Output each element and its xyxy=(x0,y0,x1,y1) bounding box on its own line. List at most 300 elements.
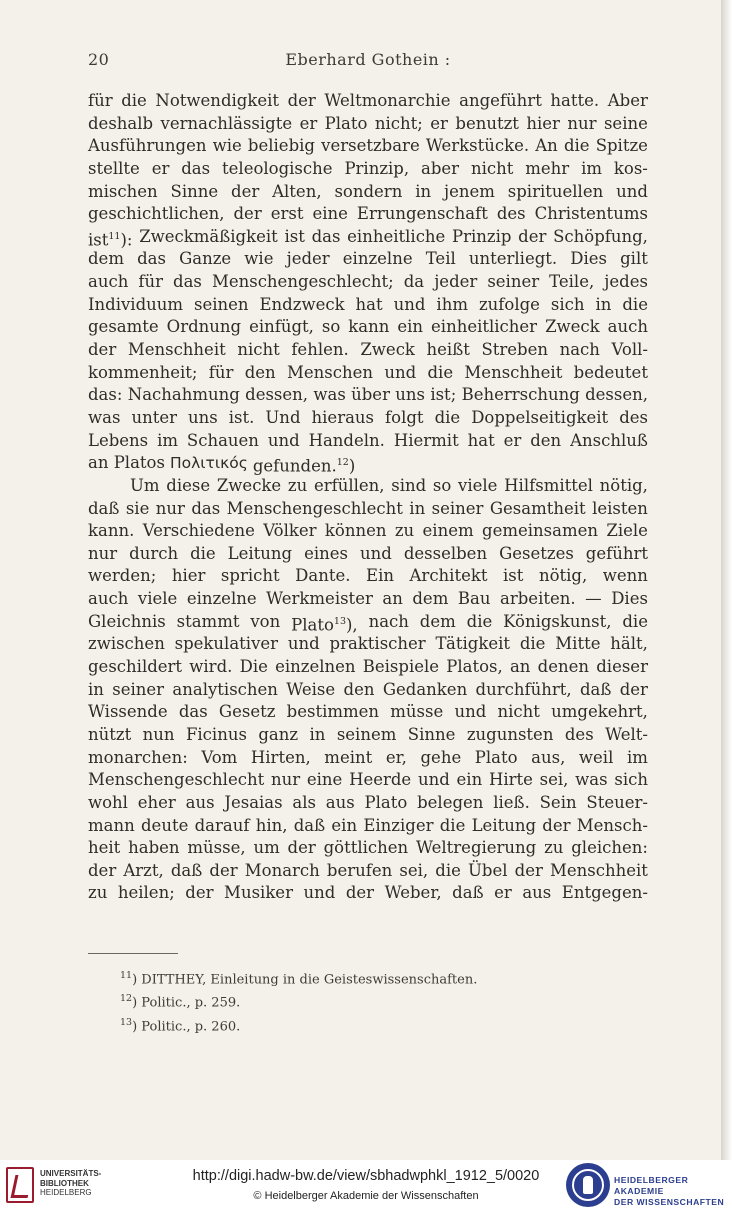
word: was xyxy=(313,385,346,405)
word: deshalb xyxy=(88,113,154,133)
word: deute xyxy=(141,815,189,835)
word: An xyxy=(535,136,558,156)
word: Werkstücke. xyxy=(425,136,530,156)
word: Welt- xyxy=(605,724,648,744)
word: zugunsten xyxy=(466,724,554,744)
word: heit xyxy=(88,838,121,858)
word: und xyxy=(384,362,417,382)
word: Voll- xyxy=(611,340,648,360)
word: Individuum xyxy=(88,294,184,314)
text-line xyxy=(88,316,648,339)
word: mann xyxy=(88,815,135,835)
word: Vom xyxy=(201,747,238,767)
footnote-divider xyxy=(88,953,178,954)
word: bedeutet xyxy=(573,362,648,382)
word: Dies xyxy=(611,589,648,609)
word: der xyxy=(88,340,117,360)
word: Musiker xyxy=(224,883,293,903)
academy-name[interactable]: HEIDELBERGER AKADEMIE DER WISSENSCHAFTEN xyxy=(614,1175,725,1207)
word: an xyxy=(382,589,403,609)
word: ihm xyxy=(436,294,468,314)
word: ist xyxy=(284,226,305,246)
word: versetzbare xyxy=(321,136,420,156)
word: wohl xyxy=(88,792,128,812)
word: benutzt xyxy=(455,113,519,133)
word: hin, xyxy=(255,815,288,835)
text-line xyxy=(88,747,648,770)
word: hat xyxy=(467,430,495,450)
word: eines xyxy=(304,543,349,563)
word: seine xyxy=(603,113,648,133)
word: Spitze xyxy=(595,136,648,156)
footnote-ref: 13 xyxy=(333,615,346,627)
word: ganz xyxy=(258,724,299,744)
word: Steuer- xyxy=(586,792,648,812)
word: zu xyxy=(88,883,108,903)
word: aus xyxy=(522,883,552,903)
word: hier xyxy=(526,113,560,133)
word: einzelne xyxy=(342,249,413,269)
word: sich xyxy=(614,770,648,790)
word: hier xyxy=(171,566,206,586)
word: gemeinsamen xyxy=(482,521,598,541)
text-line xyxy=(88,633,648,656)
word: hatte. xyxy=(550,91,600,110)
word: im xyxy=(626,747,648,767)
text-line xyxy=(88,90,648,113)
word: dessen, xyxy=(245,385,309,405)
word: Sinne xyxy=(407,724,456,744)
word: Leitung xyxy=(471,815,537,835)
word: der xyxy=(619,679,648,699)
word: Ziele xyxy=(606,521,648,541)
text-line xyxy=(88,520,648,543)
word: er xyxy=(151,158,170,178)
text-line xyxy=(88,498,648,521)
text-line xyxy=(88,543,648,566)
word: an xyxy=(509,657,531,677)
word: monarchen: xyxy=(88,747,188,767)
word: umgekehrt, xyxy=(551,702,648,722)
word: uns xyxy=(395,385,425,405)
word: seiner xyxy=(431,498,484,518)
word: einfügt, xyxy=(249,317,314,337)
word: werden; xyxy=(88,566,157,586)
word: Gesetz xyxy=(218,702,276,722)
word: Handeln. xyxy=(308,430,385,450)
word: geführt xyxy=(585,543,648,563)
word: und xyxy=(454,702,487,722)
footnotes xyxy=(120,966,640,1036)
word: seinen xyxy=(194,294,249,314)
word: Ordnung xyxy=(166,317,242,337)
word: der xyxy=(542,815,571,835)
word: des xyxy=(619,407,648,427)
word: das xyxy=(173,272,202,292)
word: durch xyxy=(129,543,179,563)
word: Monarch xyxy=(244,860,320,880)
word: Hilfsmittel xyxy=(504,475,593,495)
word: stellte xyxy=(88,158,140,178)
page-number: 20 xyxy=(88,50,110,69)
word: nicht xyxy=(237,340,280,360)
word: der xyxy=(231,181,260,201)
word: spricht xyxy=(220,566,280,586)
word: teleologische xyxy=(222,158,333,178)
word: jenem xyxy=(443,181,495,201)
word: können xyxy=(324,521,387,541)
word: daß xyxy=(88,498,120,518)
word: die xyxy=(439,815,466,835)
word: als xyxy=(292,792,316,812)
word: nicht; xyxy=(374,113,423,133)
word: Teile, xyxy=(549,272,595,292)
word: Beherrschung xyxy=(461,385,580,405)
word: und xyxy=(360,543,392,563)
word: im xyxy=(157,430,178,450)
text-line xyxy=(88,362,648,385)
text-line xyxy=(88,113,648,136)
text-line xyxy=(88,384,648,407)
word: Weltmonarchie xyxy=(324,91,451,110)
body-text xyxy=(88,90,648,905)
word: Menschengeschlecht xyxy=(226,498,403,518)
text-line xyxy=(88,430,648,453)
word: in xyxy=(595,294,612,314)
word: wird. xyxy=(189,657,233,677)
word: dem xyxy=(419,611,456,631)
text-line xyxy=(88,792,648,815)
word: ein xyxy=(331,815,358,835)
word: jeder xyxy=(286,249,330,269)
word: spekulativer xyxy=(174,634,279,654)
word: und xyxy=(616,181,648,201)
word: unter xyxy=(131,407,177,427)
word: wenn xyxy=(602,566,648,586)
word: sei, xyxy=(539,770,569,790)
word: sondern xyxy=(334,181,403,201)
word: Zweck xyxy=(360,340,415,360)
word: in xyxy=(415,181,432,201)
university-library-name[interactable]: UNIVERSITÄTS- BIBLIOTHEK HEIDELBERG xyxy=(40,1169,102,1197)
word: eher xyxy=(137,792,176,812)
word: Tätigkeit xyxy=(435,634,511,654)
word: Plato$^{13}$), xyxy=(291,615,358,635)
word: geschildert xyxy=(88,657,183,677)
word: über xyxy=(351,385,390,405)
word: zufolge xyxy=(478,294,540,314)
footnote: $^{11}$) DITTHEY, Einleitung in die Geisteswissenschaften. xyxy=(120,970,478,988)
word: erfüllen, xyxy=(313,475,385,495)
word: die xyxy=(466,611,493,631)
word: meint xyxy=(324,747,373,767)
word: den xyxy=(530,430,562,450)
word: Ficinus xyxy=(185,724,247,744)
word: Hiermit xyxy=(393,430,459,450)
text-line xyxy=(88,565,648,588)
word: berufen xyxy=(326,860,393,880)
word: desselben xyxy=(403,543,488,563)
word: kos- xyxy=(613,158,648,178)
word: Hirten, xyxy=(250,747,311,767)
word: die xyxy=(563,136,590,156)
text-line xyxy=(88,294,648,317)
word: Plato xyxy=(474,747,518,767)
word: Endzweck xyxy=(259,294,345,314)
word: Ausführungen xyxy=(88,136,207,156)
word: für xyxy=(138,272,163,292)
word: Die xyxy=(239,657,268,677)
word: wie xyxy=(212,136,242,156)
word: geschichtlichen, xyxy=(88,204,225,224)
word: Weber, xyxy=(384,883,442,903)
footnote-ref: 12 xyxy=(336,457,349,469)
word: vernachlässigte xyxy=(160,113,293,133)
page-header xyxy=(88,50,648,74)
word: er xyxy=(494,883,512,903)
word: Architekt xyxy=(409,566,488,586)
word: und xyxy=(417,770,450,790)
word: der xyxy=(514,860,543,880)
word: Hirte xyxy=(488,770,533,790)
word: so xyxy=(432,475,452,495)
word: der xyxy=(518,226,547,246)
word: an Platos xyxy=(88,453,165,473)
word: aus xyxy=(325,792,355,812)
word: Mensch- xyxy=(576,815,648,835)
word: die xyxy=(435,860,461,880)
word: ist$^{11}$): xyxy=(88,230,133,250)
word: durchführt, xyxy=(475,679,572,699)
word: seinem xyxy=(336,724,397,744)
text-line xyxy=(88,724,648,747)
word: Jesaias xyxy=(224,792,283,812)
word: was xyxy=(88,407,121,427)
text-line xyxy=(88,452,648,475)
text-line xyxy=(88,339,648,362)
word: haben xyxy=(128,838,180,858)
word: und xyxy=(393,294,426,314)
word: Gleichnis xyxy=(88,611,166,631)
word: Lebens xyxy=(88,430,149,450)
word: ist xyxy=(503,566,524,586)
text-line xyxy=(88,248,648,271)
word: — xyxy=(585,589,602,609)
word: Gesetzes xyxy=(499,543,574,563)
word: analytischen xyxy=(172,679,278,699)
word: hält, xyxy=(610,634,648,654)
word: ist; xyxy=(430,385,457,405)
word: nicht xyxy=(470,158,514,178)
word: sich xyxy=(550,294,585,314)
word: Schöpfung, xyxy=(553,226,648,246)
word: Entgegen- xyxy=(561,883,648,903)
word: nach xyxy=(368,611,409,631)
word: des xyxy=(564,724,594,744)
word: dessen, xyxy=(585,385,648,405)
word: daß xyxy=(293,815,326,835)
word: der xyxy=(287,838,316,858)
word: einzelne xyxy=(186,589,257,609)
word: Menschheit xyxy=(127,340,226,360)
word: spirituellen xyxy=(507,181,604,201)
footnote: $^{13}$) Politic., p. 260. xyxy=(120,1016,241,1034)
word: fehlen. xyxy=(291,340,349,360)
word: ein xyxy=(456,770,483,790)
word: in xyxy=(309,724,326,744)
word: der xyxy=(233,204,262,224)
word: das xyxy=(191,498,221,518)
word: nur xyxy=(270,770,301,790)
word: einheitliche xyxy=(347,226,446,246)
word: Zweckmäßigkeit xyxy=(139,226,278,246)
word: Weise xyxy=(286,679,336,699)
word: seiner xyxy=(112,679,165,699)
word: aber xyxy=(421,158,460,178)
word: dieser xyxy=(596,657,648,677)
word: zwischen xyxy=(88,634,165,654)
word: auch xyxy=(607,317,648,337)
word: ließ. xyxy=(493,792,530,812)
copyright-notice: © Heidelberger Akademie der Wissenschaften xyxy=(253,1190,479,1202)
word: Plato xyxy=(364,792,408,812)
word: Dies xyxy=(570,249,608,269)
page-edge xyxy=(721,0,732,1160)
word: nötig, xyxy=(538,566,588,586)
word: gilt xyxy=(620,249,648,269)
word: Errungenschaft xyxy=(356,204,488,224)
text-line xyxy=(88,158,648,181)
word: da xyxy=(403,272,425,292)
word: die xyxy=(519,634,546,654)
word: Sein xyxy=(539,792,577,812)
word: Bau xyxy=(457,589,491,609)
word: kann xyxy=(348,317,390,337)
text-line xyxy=(88,815,648,838)
text-line xyxy=(88,837,648,860)
word: den xyxy=(343,679,375,699)
greek-word: Πολιτικός xyxy=(169,454,248,473)
text-line xyxy=(88,475,648,498)
word: kommenheit; xyxy=(88,362,198,382)
word: daß xyxy=(579,679,612,699)
word: Alten, xyxy=(272,181,322,201)
word: und xyxy=(303,883,336,903)
word: Verschiedene xyxy=(142,521,255,541)
word: hat xyxy=(355,294,383,314)
footnote-ref: 11 xyxy=(108,230,121,242)
word: er xyxy=(430,113,448,133)
word: in xyxy=(88,679,104,699)
word: ist. xyxy=(228,407,255,427)
word: heilen; xyxy=(117,883,175,903)
word: zu xyxy=(394,521,415,541)
word: kann. xyxy=(88,521,135,541)
word: Dante. xyxy=(295,566,351,586)
word: was xyxy=(575,770,608,790)
word: weil xyxy=(578,747,614,767)
academy-seal-icon[interactable] xyxy=(566,1163,610,1207)
permalink-url[interactable]: http://digi.hadw-bw.de/view/sbhadwphkl_1912_5/0020 xyxy=(192,1168,540,1184)
text-line xyxy=(88,656,648,679)
text-line xyxy=(88,588,648,611)
word: daß xyxy=(170,860,203,880)
text-line xyxy=(88,203,648,226)
word: nicht xyxy=(497,702,540,722)
word: nach xyxy=(559,340,600,360)
word: Doppelseitigkeit xyxy=(471,407,609,427)
word: beliebig xyxy=(247,136,315,156)
text-line xyxy=(88,860,648,883)
text-line xyxy=(88,679,648,702)
text-line xyxy=(88,271,648,294)
word: viele xyxy=(137,589,178,609)
word: Nachahmung xyxy=(127,385,240,405)
word: gehe xyxy=(420,747,462,767)
word: Plato xyxy=(324,113,368,133)
word: uns xyxy=(188,407,218,427)
word: von xyxy=(250,611,281,631)
word: sie xyxy=(125,498,150,518)
word: gleichen: xyxy=(571,838,648,858)
word: Schauen xyxy=(186,430,259,450)
word: der xyxy=(287,91,316,110)
word: Zweck xyxy=(545,317,600,337)
word: um xyxy=(253,838,280,858)
word: Wissende xyxy=(88,702,168,722)
word: das xyxy=(181,158,211,178)
word: belegen xyxy=(417,792,484,812)
word: Menschengeschlecht xyxy=(88,770,265,790)
word: die xyxy=(121,91,147,110)
word: Menschen xyxy=(287,362,374,382)
word: Christentums xyxy=(534,204,648,224)
word: er xyxy=(503,430,522,450)
word: zu xyxy=(287,475,308,495)
word: arbeiten. xyxy=(500,589,576,609)
word: Und xyxy=(265,407,301,427)
word: die xyxy=(434,407,461,427)
word: nötig, xyxy=(599,475,648,495)
word: erst xyxy=(270,204,304,224)
word: mehr xyxy=(525,158,570,178)
word: die xyxy=(190,543,216,563)
word: Notwendigkeit xyxy=(155,91,280,110)
word: sei, xyxy=(399,860,429,880)
word: und xyxy=(287,634,320,654)
word: Gedanken xyxy=(382,679,468,699)
word: nur xyxy=(155,498,185,518)
word: der xyxy=(185,883,214,903)
word: diese xyxy=(166,475,211,495)
word: einzelnen xyxy=(275,657,356,677)
word: nur xyxy=(88,543,118,563)
word: Werkmeister xyxy=(266,589,373,609)
word: heißt xyxy=(426,340,470,360)
word: er, xyxy=(385,747,407,767)
word: Teil xyxy=(425,249,456,269)
word: Übel xyxy=(468,860,508,880)
word: der xyxy=(345,883,375,903)
word: eine xyxy=(306,770,343,790)
word: gefunden.$^{12}$) xyxy=(252,456,356,476)
word: die xyxy=(622,611,648,631)
word: Prinzip xyxy=(452,226,512,246)
word: für xyxy=(208,362,234,382)
word: im xyxy=(581,158,603,178)
word: unterliegt. xyxy=(468,249,558,269)
word: den xyxy=(244,362,276,382)
